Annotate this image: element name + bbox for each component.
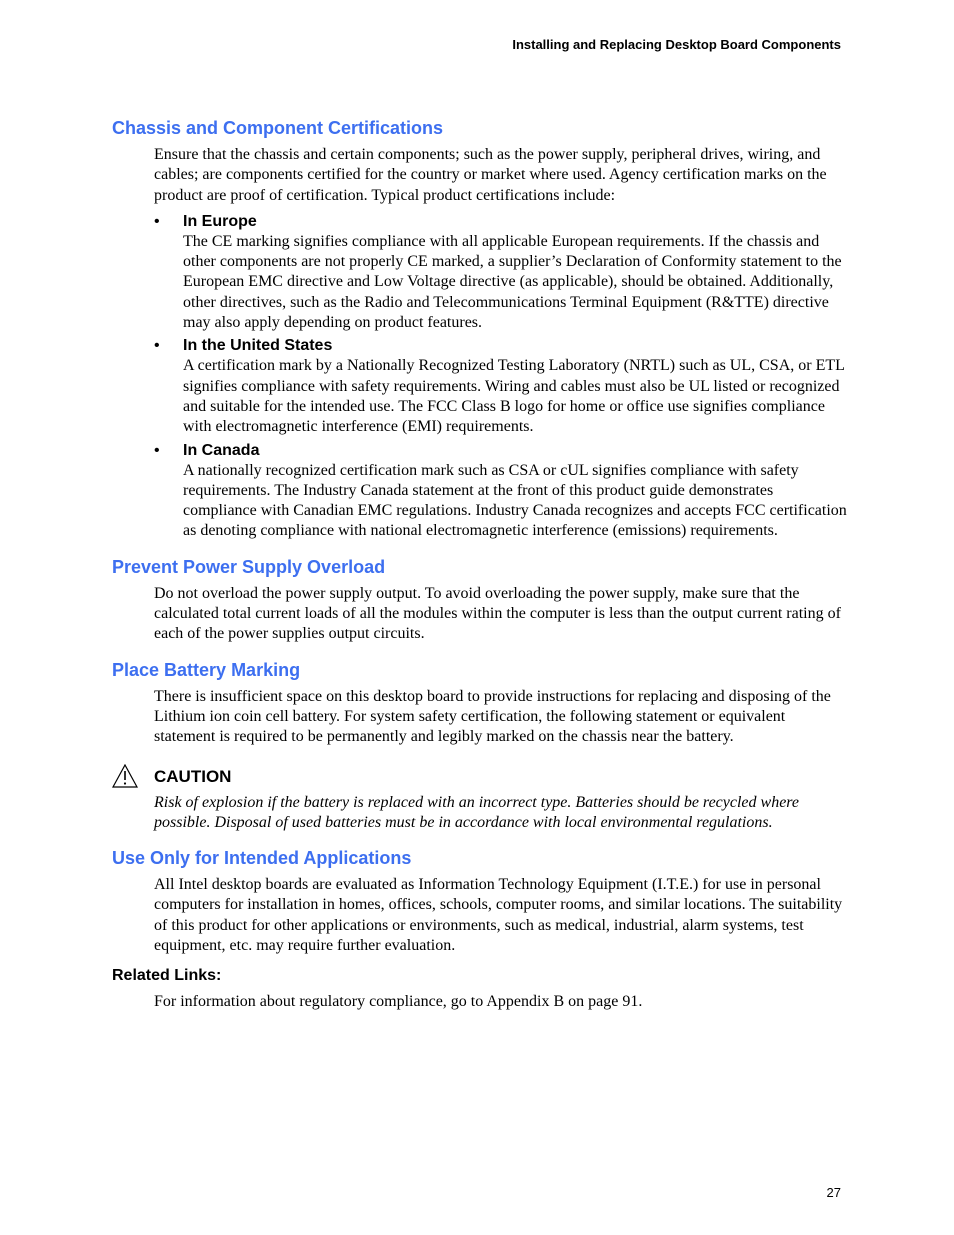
running-header: Installing and Replacing Desktop Board Components (512, 37, 841, 52)
list-item (154, 441, 847, 542)
bullet-mark: • (154, 212, 160, 230)
section-heading-battery: Place Battery Marking (112, 659, 301, 680)
bullet-title: In Canada (183, 441, 260, 459)
list-item (154, 212, 847, 333)
caution-title: CAUTION (154, 766, 232, 786)
bullet-text: A certification mark by a Nationally Recognized Testing Laboratory (NRTL) such as UL, CSA, or ETL signifies compliance with safety requirements. Wiring and cables must also be UL listed or recognized and suitable for the intended use. The FCC Class B logo for home or office use signifies compliance with electromagnetic interference (EMI) requirements. (183, 357, 845, 436)
page-number: 27 (826, 1185, 841, 1200)
section-heading-intended: Use Only for Intended Applications (112, 848, 412, 869)
list-item (154, 336, 847, 437)
certifications-list (154, 212, 847, 542)
bullet-text: A nationally recognized certification mark such as CSA or cUL signifies compliance with safety requirements. The Industry Canada statement at the front of this product guide demonstrates compliance with Canadian EMC regulations. Industry Canada recognizes and accepts FCC certification as denoting compliance with national electromagnetic interference (emissions) requirements. (183, 461, 847, 540)
overload-text: Do not overload the power supply output. To avoid overloading the power supply, make sure that the calculated total current loads of all the modules within the computer is less than the output current rating of each of the power supplies output circuits. (154, 584, 841, 643)
related-links-text: For information about regulatory compliance, go to Appendix B on page 91. (154, 993, 643, 1011)
intended-text: All Intel desktop boards are evaluated as Information Technology Equipment (I.T.E.) for use in personal computers for installation in homes, offices, schools, computer rooms, and similar locations. The suitability of this product for other applications or environments, such as medical, industrial, alarm systems, test equipment, etc. may require further evaluation. (154, 876, 843, 955)
bullet-title: In Europe (183, 212, 257, 230)
section-heading-overload: Prevent Power Supply Overload (112, 556, 386, 577)
bullet-mark: • (154, 337, 160, 355)
bullet-text: The CE marking signifies compliance with all applicable European requirements. If the chassis and other components are not properly CE marked, a supplier’s Declaration of Conformity statement to the European EMC directive and Low Voltage directive (as applicable), should be obtained. Additionally, other directives, such as the Radio and Telecommunications Terminal Equipment (R&TTE) directive may also apply depending on product features. (183, 232, 842, 332)
certifications-intro: Ensure that the chassis and certain components; such as the power supply, peripheral drives, wiring, and cables; are components certified for the country or market where used. Agency certification marks on the product are proof of certification. Typical product certifications include: (154, 146, 827, 204)
battery-text: There is insufficient space on this desktop board to provide instructions for replacing and disposing of the Lithium ion coin cell battery. For system safety certification, the following statement or equivalent statement is required to be permanently and legibly marked on the chassis near the battery. (154, 687, 831, 746)
section-certifications (112, 117, 847, 542)
bullet-mark: • (154, 441, 160, 459)
section-intended (112, 847, 847, 956)
bullet-title: In the United States (183, 337, 333, 355)
caution-box (112, 766, 847, 834)
section-overload (112, 556, 847, 645)
related-links (112, 966, 847, 1012)
caution-text: Risk of explosion if the battery is replaced with an incorrect type. Batteries should be recycled where possible. Disposal of used batteries must be in accordance with local environmental regulations. (154, 793, 800, 831)
section-battery (112, 659, 847, 833)
page-content (112, 117, 847, 1013)
section-heading-certifications: Chassis and Component Certifications (112, 118, 444, 138)
related-links-title: Related Links: (112, 967, 222, 985)
warning-triangle-icon (112, 764, 138, 788)
